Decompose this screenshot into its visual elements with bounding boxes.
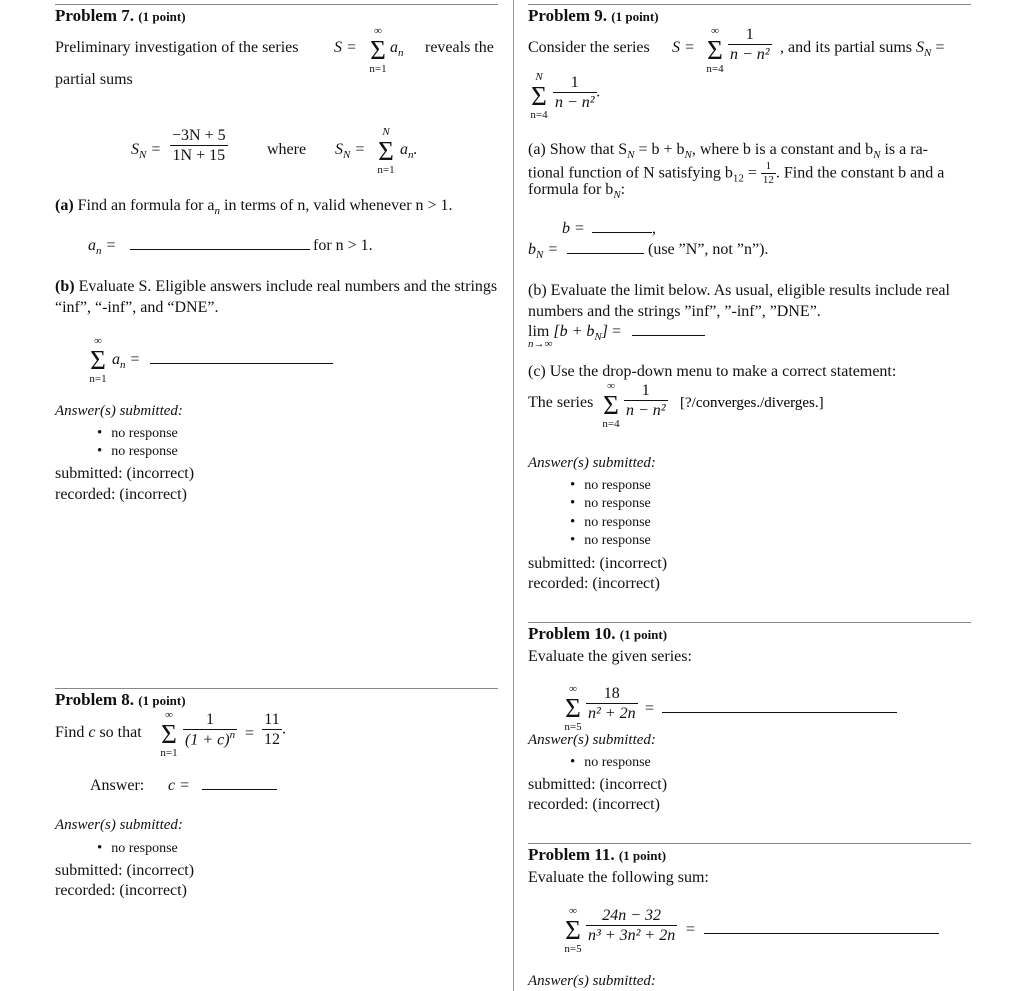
- p9-dropdown[interactable]: [680, 393, 824, 412]
- p7-SN-def: $S_N$ =: [335, 141, 366, 162]
- p11-fraction: $\frac{24n - 32}{\text{n³ + 3n² + 2n}}$: [588, 907, 676, 945]
- p7-an: $a_n$: [390, 39, 404, 60]
- rule-problem-7: [55, 4, 498, 5]
- p7-SN-label: $S_N$ =: [131, 141, 162, 162]
- p9-limit-answer-field[interactable]: [632, 322, 705, 341]
- problem-10-title: Problem 10. (1 point): [528, 624, 668, 643]
- p7-sigma: ∞ Σ n=1: [369, 25, 387, 75]
- p8-fraction: $\frac{1}{(1 + c)^n}$: [185, 711, 236, 749]
- rule-problem-9: [528, 4, 971, 5]
- p9-use-note: (use ”N”, not ”n”).: [648, 241, 769, 258]
- p11-sigma: ∞ Σ n=5: [564, 905, 582, 955]
- p8-submitted: submitted: (incorrect): [55, 862, 195, 879]
- p9-the-series: The series: [528, 394, 594, 411]
- p7-sigma-N: N Σ n=1: [377, 126, 395, 176]
- p9-dropdown-select[interactable]: [680, 395, 824, 411]
- problem-11-title: Problem 11. (1 point): [528, 845, 667, 864]
- p7-part-b: (b) Evaluate S. Eligible answers include real numbers and the strings “inf”, “-inf”, and “DNE”.: [55, 278, 498, 316]
- p7-answer-1: • no response: [97, 424, 178, 443]
- p9-S-eq: S =: [672, 39, 695, 56]
- p10-fraction: $\frac{18}{\text{n² + 2n}}$: [588, 685, 636, 723]
- p7-answers-head: Answer(s) submitted:: [55, 403, 183, 419]
- p9-part-a-line3: formula for $b_N$:: [528, 181, 626, 202]
- p7-recorded: recorded: (incorrect): [55, 486, 187, 503]
- p10-answers-head: Answer(s) submitted:: [528, 732, 656, 748]
- p8-c-answer-field[interactable]: [202, 776, 277, 795]
- p9-sigma-c: ∞ Σ n=4: [602, 380, 620, 430]
- p7-sum-an: $a_n$ =: [112, 351, 141, 372]
- rule-problem-11: [528, 843, 971, 844]
- p10-sigma: ∞ Σ n=5: [564, 683, 582, 733]
- p7-an-2: $a_n$.: [400, 141, 418, 162]
- p9-answers-head: Answer(s) submitted:: [528, 455, 656, 471]
- p9-partial-text: , and its partial sums $S_N$ =: [780, 39, 945, 60]
- p9-fraction-N: $\frac{1}{\text{n − n²}}$ .: [555, 74, 601, 112]
- p9-fraction-c: $\frac{1}{\text{n − n²}}$: [626, 382, 666, 420]
- p9-consider: Consider the series: [528, 39, 650, 56]
- p10-answer-1: • no response: [570, 753, 651, 772]
- p7-SN-fraction: $\frac{-3N + 5}{1N + 15}$: [172, 127, 226, 165]
- p9-answer-4: • no response: [570, 531, 651, 550]
- p8-answers-head: Answer(s) submitted:: [55, 817, 183, 833]
- rule-problem-10: [528, 622, 971, 623]
- p8-equals: =: [245, 725, 255, 742]
- p9-part-b: (b) Evaluate the limit below. As usual, eligible results include real numbers and the strings ”inf”, ”-inf”, ”DNE”.: [528, 282, 950, 320]
- p9-bN-eq: $b_N$ =: [528, 241, 559, 262]
- p9-sigma: ∞ Σ n=4: [706, 25, 724, 75]
- p11-equals: =: [686, 921, 696, 938]
- problem-9-title: Problem 9. (1 point): [528, 6, 659, 25]
- p9-limit-sub: n→∞: [528, 338, 553, 350]
- column-divider: [513, 0, 514, 991]
- p9-answer-2: • no response: [570, 494, 651, 513]
- p11-answers-head: Answer(s) submitted:: [528, 973, 656, 989]
- p7-submitted: submitted: (incorrect): [55, 465, 195, 482]
- problem-7-title: Problem 7. (1 point): [55, 6, 186, 25]
- problem-8-title: Problem 8. (1 point): [55, 690, 186, 709]
- rule-problem-8: [55, 688, 498, 689]
- p7-sum-answer-field[interactable]: [150, 350, 333, 369]
- p9-answer-3: • no response: [570, 513, 651, 532]
- p9-answer-1: • no response: [570, 476, 651, 495]
- p8-recorded: recorded: (incorrect): [55, 882, 187, 899]
- p8-c-eq: c =: [168, 777, 190, 794]
- p7-where: where: [267, 141, 307, 158]
- p9-sigma-N: N Σ n=4: [530, 71, 548, 121]
- p9-fraction: $\frac{1}{\text{n − n²}}$: [730, 26, 770, 64]
- p8-sigma: ∞ Σ n=1: [160, 709, 178, 759]
- p7-intro-tail: reveals the: [425, 39, 494, 56]
- p9-b-answer-field[interactable]: ,: [592, 219, 656, 238]
- p8-rhs-fraction: $\frac{11}{12}$ .: [264, 711, 286, 749]
- p7-series-expression: S =: [334, 39, 357, 56]
- p9-limit: $\lim [b + b_N]$ =: [528, 323, 621, 344]
- p9-bN-answer-field[interactable]: [567, 240, 644, 259]
- p9-part-a-line2: tional function of N satisfying $b_{12}$ = $\frac{1}{12}$ . Find the constant b and a: [528, 160, 945, 187]
- p9-submitted: submitted: (incorrect): [528, 555, 668, 572]
- p9-part-c: (c) Use the drop-down menu to make a correct statement:: [528, 363, 897, 380]
- p7-intro-line2: partial sums: [55, 71, 133, 88]
- p9-b-eq: b =: [562, 220, 585, 237]
- p7-sigma-answer: ∞ Σ n=1: [89, 335, 107, 385]
- p10-recorded: recorded: (incorrect): [528, 796, 660, 813]
- p11-text: Evaluate the following sum:: [528, 869, 709, 886]
- p10-equals: =: [645, 700, 655, 717]
- p7-an-answer-field[interactable]: [130, 236, 310, 255]
- p10-submitted: submitted: (incorrect): [528, 776, 668, 793]
- p8-answer-label: Answer:: [90, 777, 145, 794]
- p7-intro: Preliminary investigation of the series: [55, 39, 299, 56]
- p7-for-n: for n > 1.: [313, 237, 373, 254]
- p8-answer-1: • no response: [97, 839, 178, 858]
- p9-part-a-line1: (a) Show that $S_N = b + b_N$, where b is a constant and $b_N$ is a ra-: [528, 141, 928, 162]
- p10-answer-field[interactable]: [662, 699, 897, 718]
- p7-an-eq: $a_n$ =: [88, 237, 117, 258]
- p10-text: Evaluate the given series:: [528, 648, 692, 665]
- p8-find: Find c so that: [55, 724, 142, 741]
- p11-answer-field[interactable]: [704, 920, 939, 939]
- p9-recorded: recorded: (incorrect): [528, 575, 660, 592]
- p7-answer-2: • no response: [97, 442, 178, 461]
- p7-part-a: (a) Find an formula for $a_n$ in terms of n, valid whenever n > 1.: [55, 197, 453, 218]
